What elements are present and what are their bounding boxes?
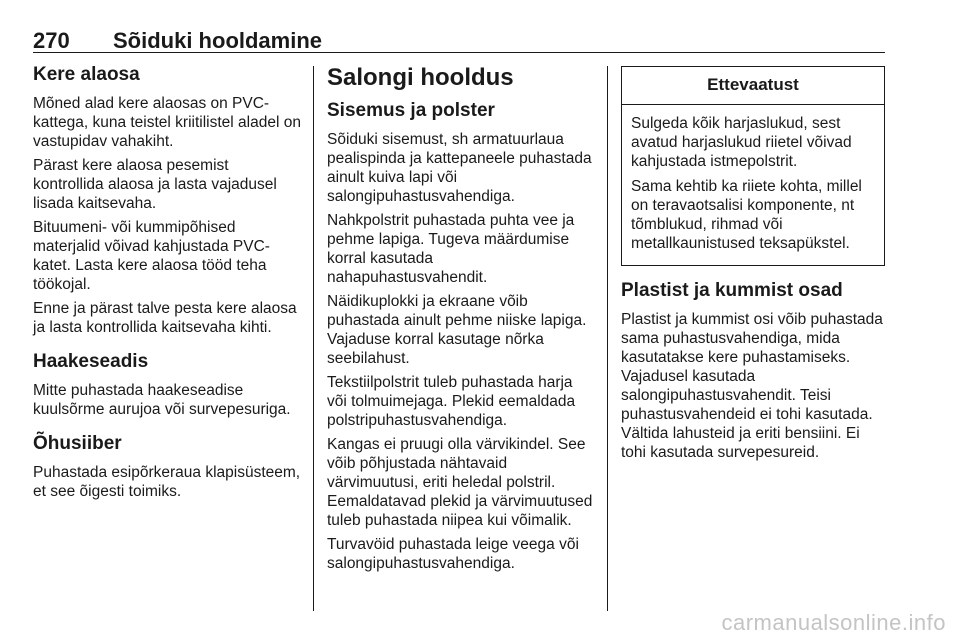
chapter-title: Sõiduki hooldamine [113, 28, 323, 53]
column-left [33, 64, 301, 506]
paragraph: Näidikuplokki ja ekraane võib puhastada ainult pehme niiske lapiga. Vajaduse korral kasutage nõrka seebilahust. [327, 293, 587, 367]
section-ohusiiber [33, 433, 301, 501]
column-divider-1 [313, 66, 314, 611]
paragraph: Sulgeda kõik harjaslukud, sest avatud harjaslukud riietel võivad kahjustada istmepolstrit. [631, 115, 852, 170]
section-kere-alaosa [33, 64, 301, 337]
section-plastist [621, 280, 885, 462]
section-haakeseadis [33, 351, 301, 419]
column-divider-2 [607, 66, 608, 611]
paragraph: Nahkpolstrit puhastada puhta vee ja pehme lapiga. Tugeva määrdumise korral kasutada nahapuhastusvahendit. [327, 212, 575, 286]
paragraph: Kangas ei pruugi olla värvikindel. See võib põhjustada nähtavaid värvimuutusi, eriti heledal polstril. Eemaldatavad plekid ja värvimuutused tuleb puhastada niipea kui võimalik. [327, 436, 593, 529]
paragraph: Mõned alad kere alaosas on PVC-kattega, kuna teistel kriitilistel aladel on vastupidav vahakiht. [33, 95, 301, 150]
paragraph: Sama kehtib ka riiete kohta, millel on teravaotsalisi komponente, nt tõmblukud, rihmad või metallkaunistused teksapükstel. [631, 178, 862, 252]
paragraph: Enne ja pärast talve pesta kere alaosa ja lasta kontrollida kaitsevaha kihti. [33, 300, 297, 336]
section-heading: Plastist ja kummist osad [621, 280, 843, 301]
section-heading: Kere alaosa [33, 64, 140, 85]
paragraph: Tekstiilpolstrit tuleb puhastada harja või tolmuimejaga. Plekid eemaldada polstripuhastusvahendiga. [327, 374, 576, 429]
paragraph: Mitte puhastada haakeseadise kuulsõrme aurujoa või survepesuriga. [33, 382, 291, 418]
section-heading: Õhusiiber [33, 433, 122, 454]
caution-box [621, 66, 885, 266]
watermark: carmanualsonline.info [721, 610, 946, 635]
paragraph: Puhastada esipõrkeraua klapisüsteem, et see õigesti toimiks. [33, 464, 301, 500]
main-title: Salongi hooldus [327, 64, 514, 91]
paragraph: Pärast kere alaosa pesemist kontrollida alaosa ja lasta vajadusel lisada kaitsevaha. [33, 157, 277, 212]
page-number: 270 [33, 28, 70, 53]
section-heading: Haakeseadis [33, 351, 149, 372]
paragraph: Plastist ja kummist osi võib puhastada sama puhastusvahendiga, mida kasutatakse kere puhastamiseks. Vajadusel kasutada salongipuhastusvahendit. Teisi puhastusvahendeid ei tohi kasutada. Vältida lahusteid ja eriti bensiini. Ei tohi kasutada survepesureid. [621, 311, 883, 461]
column-right [621, 64, 885, 467]
caution-body [622, 105, 884, 265]
paragraph: Turvavöid puhastada leige veega või salongipuhastusvahendiga. [327, 536, 579, 572]
paragraph: Sõiduki sisemust, sh armatuurlaua pealispinda ja kattepaneele puhastada ainult kuiva lapi või salongipuhastusvahendiga. [327, 131, 592, 205]
subheading: Sisemus ja polster [327, 100, 495, 121]
page-header [33, 26, 885, 53]
paragraph: Bituumeni- või kummipõhised materjalid võivad kahjustada PVC-katet. Lasta kere alaosa tööd teha töökojal. [33, 219, 270, 293]
caution-title: Ettevaatust [622, 67, 884, 105]
column-middle [327, 64, 595, 578]
